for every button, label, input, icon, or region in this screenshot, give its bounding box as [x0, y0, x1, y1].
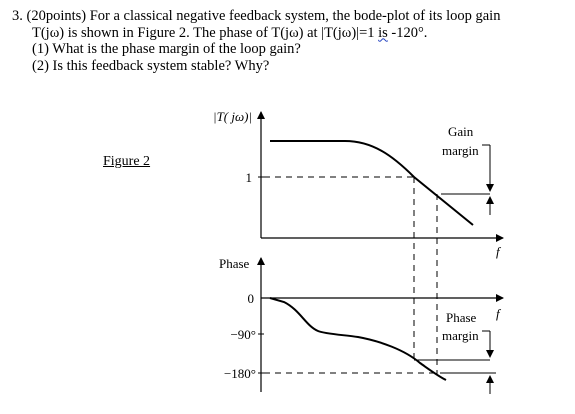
phase-curve — [270, 298, 446, 380]
mag-axis-label: |T( jω)| — [213, 109, 253, 124]
figure-label: Figure 2 — [103, 154, 151, 169]
gain-margin-label-1: Gain — [448, 124, 474, 139]
sub-question-2: (2) Is this feedback system stable? Why? — [32, 57, 270, 74]
phase-axis-label: Phase — [219, 256, 250, 271]
tick-m180-label: −180° — [223, 366, 256, 381]
question-line-2a: T(jω) is shown in Figure 2. The phase of T(jω) at |T(jω)|=1 — [32, 24, 379, 41]
f-label-bottom: f — [496, 306, 500, 321]
question-line-2c: -120°. — [387, 24, 428, 41]
question-intro: (20points) For a classical negative feedback system, the bode-plot of its loop gain — [26, 8, 501, 24]
tick-0-label: 0 — [247, 291, 254, 306]
phase-plot — [219, 256, 503, 394]
gain-margin-label-2: margin — [442, 143, 479, 158]
phase-margin-label-2: margin — [442, 328, 479, 343]
tick-m90-label: −90° — [230, 327, 256, 342]
phase-margin-label-1: Phase — [446, 310, 477, 325]
sub-question-1: (1) What is the phase margin of the loop gain? — [32, 41, 301, 57]
question-number: 3. — [12, 8, 23, 24]
magnitude-plot — [213, 109, 503, 259]
f-label-top: f — [496, 244, 500, 259]
mag-tick-one: 1 — [245, 170, 252, 185]
spellcheck-flag: is — [378, 24, 388, 41]
